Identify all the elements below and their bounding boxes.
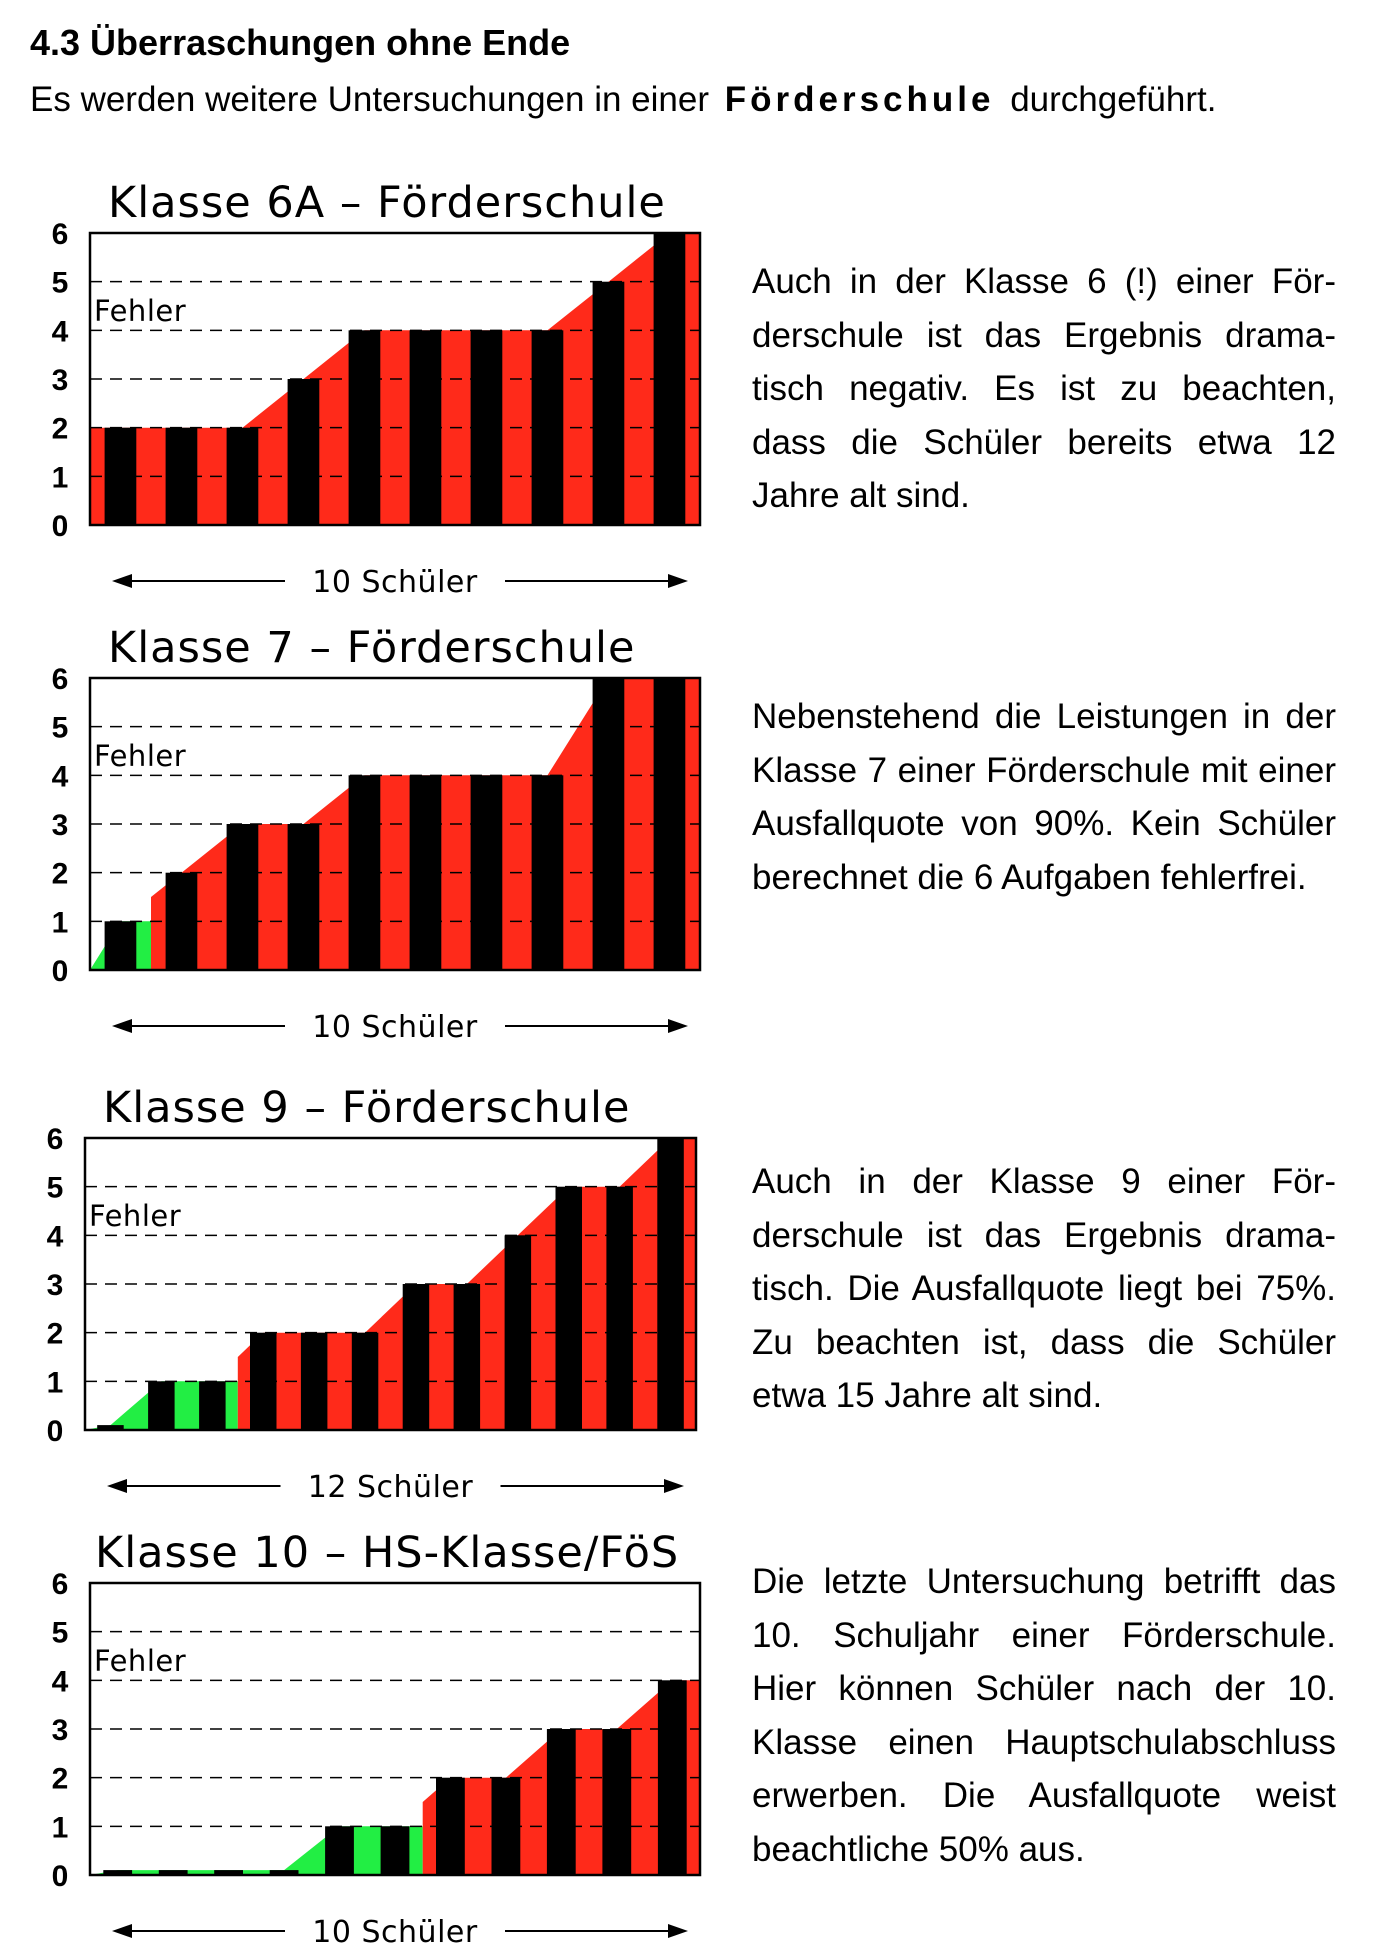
bar	[325, 1826, 354, 1875]
chart-section-klasse-10	[0, 1525, 1376, 1945]
chart-klasse-7	[0, 620, 760, 1045]
bar	[532, 775, 564, 970]
y-tick-label: 5	[46, 1171, 64, 1205]
x-arrow-left-head	[112, 574, 132, 588]
bar	[606, 1187, 633, 1430]
bar	[593, 678, 625, 970]
y-tick-label: 3	[51, 809, 69, 842]
intro-school: Förderschule	[724, 80, 995, 119]
y-tick-label: 5	[51, 711, 69, 745]
y-tick-label: 1	[51, 906, 69, 940]
pass-area	[90, 1826, 423, 1875]
bar	[556, 1187, 583, 1430]
bar	[532, 330, 564, 525]
y-tick-label: 5	[51, 266, 69, 300]
y-tick-label: 2	[51, 857, 69, 891]
y-tick-label: 6	[51, 218, 69, 251]
y-tick-label: 4	[51, 1665, 69, 1699]
x-arrow-right-head	[668, 1924, 688, 1938]
x-axis-label: 12 Schüler	[307, 1470, 474, 1505]
chart-section-klasse-9	[0, 1080, 1376, 1505]
y-tick-label: 0	[46, 1415, 64, 1448]
y-tick-label: 2	[51, 412, 69, 446]
x-arrow-right-head	[668, 1019, 688, 1033]
y-axis-label: Fehler	[94, 1643, 187, 1678]
y-tick-label: 6	[51, 663, 69, 696]
bar	[288, 379, 320, 525]
x-axis-label: 10 Schüler	[312, 1010, 478, 1045]
chart-klasse-9	[0, 1080, 760, 1505]
y-tick-label: 3	[51, 364, 69, 397]
bar	[250, 1333, 277, 1430]
bar	[403, 1284, 430, 1430]
x-arrow-left-head	[112, 1924, 132, 1938]
bar	[602, 1729, 631, 1875]
bar	[148, 1381, 175, 1430]
x-axis-label: 10 Schüler	[312, 1915, 478, 1945]
y-tick-label: 4	[51, 315, 69, 349]
bar	[593, 282, 625, 525]
y-tick-label: 4	[51, 760, 69, 794]
bar	[105, 921, 137, 970]
bar	[492, 1778, 521, 1875]
x-arrow-left-head	[112, 1019, 132, 1033]
chart-title: Klasse 7 – Förderschule	[108, 623, 636, 673]
bar	[288, 824, 320, 970]
bar	[454, 1284, 481, 1430]
y-tick-label: 0	[51, 510, 69, 543]
chart-klasse-10	[0, 1525, 760, 1945]
y-tick-label: 0	[51, 1860, 69, 1893]
bar	[436, 1778, 465, 1875]
bar	[658, 1680, 687, 1875]
y-tick-label: 2	[51, 1762, 69, 1796]
bar	[349, 775, 381, 970]
bar	[654, 233, 686, 525]
bar	[471, 330, 503, 525]
y-tick-label: 1	[51, 461, 69, 495]
bar	[410, 330, 442, 525]
description-klasse-10: Die letzte Untersuchung betrifft das 10. Schuljahr einer Förderschule. Hier können Schüler nach der 10. Klasse einen Hauptschulabschluss erwerben. Die Ausfallquote weist beachtliche 50% aus.	[752, 1562, 1336, 1869]
intro-text	[30, 80, 1216, 120]
y-tick-label: 2	[46, 1317, 64, 1351]
bar	[227, 428, 259, 525]
chart-title: Klasse 10 – HS-Klasse/FöS	[95, 1528, 680, 1578]
bar	[105, 428, 137, 525]
chart-title: Klasse 9 – Förderschule	[103, 1083, 631, 1133]
intro-after: durchgeführt.	[1010, 80, 1217, 119]
bar	[654, 678, 686, 970]
description-klasse-7: Nebenstehend die Leistungen in der Klasse 7 einer Förderschule mit einer Ausfallquote von 90%. Kein Schüler berechnet die 6 Aufgaben fehlerfrei.	[752, 697, 1336, 897]
y-axis-label: Fehler	[94, 293, 187, 328]
y-tick-label: 3	[51, 1714, 69, 1747]
bar	[301, 1333, 328, 1430]
bar	[505, 1235, 531, 1430]
x-arrow-right-head	[668, 574, 688, 588]
y-tick-label: 6	[46, 1123, 64, 1156]
chart-klasse-6a	[0, 175, 760, 600]
y-tick-label: 6	[51, 1568, 69, 1601]
description-klasse-9: Auch in der Klasse 9 einer Förderschule ist das Ergebnis dramatisch. Die Ausfallquote liegt bei 75%. Zu beachten ist, dass die Schüler etwa 15 Jahre alt sind.	[752, 1162, 1336, 1415]
bar	[381, 1826, 410, 1875]
bar	[471, 775, 503, 970]
chart-section-klasse-6a	[0, 175, 1376, 600]
bar	[657, 1138, 684, 1430]
bar	[199, 1381, 226, 1430]
section-heading: 4.3 Überraschungen ohne Ende	[30, 22, 571, 63]
y-axis-label: Fehler	[94, 738, 187, 773]
bar	[227, 824, 259, 970]
x-arrow-right-head	[664, 1479, 684, 1493]
bar	[166, 428, 198, 525]
chart-title: Klasse 6A – Förderschule	[108, 178, 666, 228]
y-tick-label: 4	[46, 1220, 64, 1254]
y-tick-label: 3	[46, 1269, 64, 1302]
description-klasse-6a: Auch in der Klasse 6 (!) einer Förderschule ist das Ergebnis dramatisch negativ. Es ist zu beachten, dass die Schüler bereits etwa 12 Jahre alt sind.	[752, 262, 1336, 515]
y-tick-label: 1	[46, 1366, 64, 1400]
bar	[547, 1729, 576, 1875]
bar	[349, 330, 381, 525]
intro-before: Es werden weitere Untersuchungen in einer	[30, 80, 709, 119]
y-tick-label: 0	[51, 955, 69, 988]
x-arrow-left-head	[107, 1479, 127, 1493]
y-axis-label: Fehler	[89, 1198, 182, 1233]
bar	[352, 1333, 379, 1430]
bar	[410, 775, 442, 970]
bar	[166, 873, 198, 970]
y-tick-label: 1	[51, 1811, 69, 1845]
chart-section-klasse-7	[0, 620, 1376, 1045]
x-axis-label: 10 Schüler	[312, 565, 478, 600]
y-tick-label: 5	[51, 1616, 69, 1650]
